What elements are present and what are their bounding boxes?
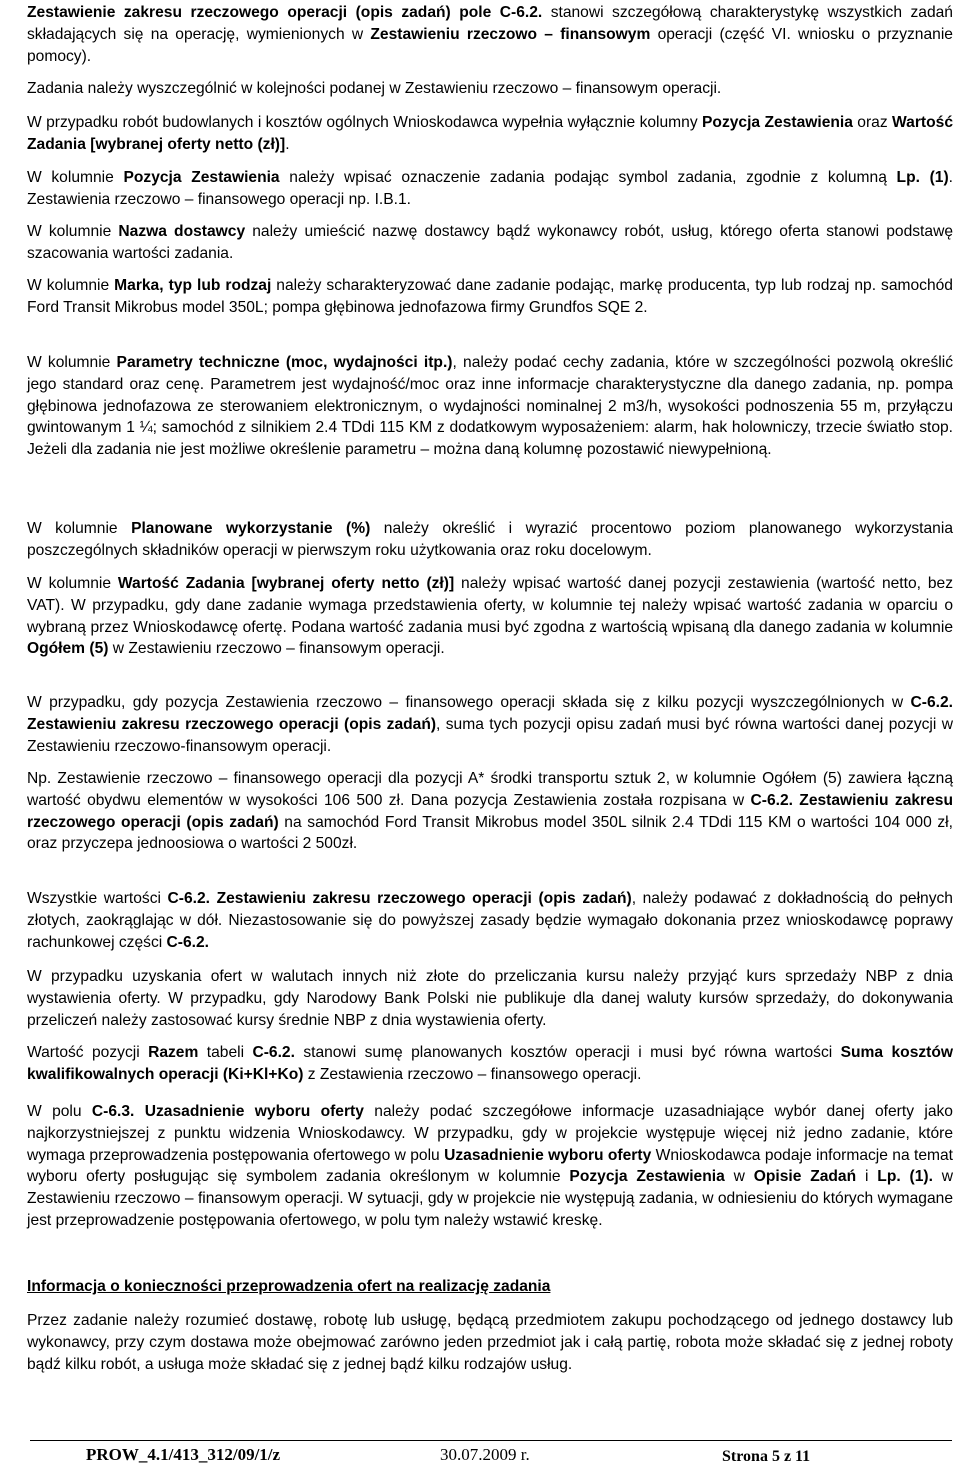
bold-text: Ogółem (5) [27, 640, 109, 658]
document-id: PROW_4.1/413_312/09/1/z [86, 1445, 281, 1464]
text: w Zestawieniu rzeczowo – finansowym operacji. [108, 640, 445, 658]
bold-text: Nazwa dostawcy [118, 223, 246, 240]
paragraph-intro [27, 2, 953, 67]
bold-text: Opisie Zadań [753, 1168, 857, 1186]
text: . Zestawienia rzeczowo – finansowego operacji np. I.B.1. [27, 169, 953, 208]
text: W kolumnie [27, 354, 117, 371]
text: i [856, 1168, 878, 1186]
page-number: Strona 5 z 11 [722, 1448, 811, 1465]
paragraph-value-column [27, 573, 953, 660]
paragraph-currency [27, 966, 953, 1031]
paragraph-rounding [27, 888, 953, 953]
bold-text: C-6.3. Uzasadnienie wyboru oferty [91, 1103, 364, 1120]
bold-text: Marka, typ lub rodzaj [114, 277, 272, 294]
bold-text: C-6.2. Zestawieniu zakresu rzeczowego operacji (opis zadań) [167, 890, 632, 907]
text: na samochód Ford Transit Mikrobus model 350L silnik 2.4 TDdi 115 KM o wartości 104 000 zł, oraz przyczepa jednoosiowa o wartości 2 500zł. [27, 813, 953, 853]
page-footer [30, 1440, 952, 1466]
paragraph-supplier-column [27, 221, 953, 265]
document-date: 30.07.2009 r. [440, 1445, 530, 1464]
bold-text: Zestawienie zakresu rzeczowego operacji (opis zadań) pole C-6.2. [27, 4, 543, 21]
text: stanowi sumę planowanych kosztów operacji i musi być równa wartości [294, 1044, 841, 1061]
paragraph-construction [27, 112, 953, 156]
paragraph-task-definition [27, 1310, 953, 1375]
text: w Zestawieniu rzeczowo – finansowym operacji. W sytuacji, gdy w projekcie nie występują zadania, w odniesieniu do których wymagane jest przeprowadzenie postępowania ofertowego, w polu tym należy wstawić kreskę. [27, 1168, 954, 1229]
text: stanowi szczegółową charakterystykę wszystkich zadań składających się na operację, wymienionych w [27, 4, 953, 43]
paragraph-brand-column [27, 275, 953, 319]
text: należy określić i wyrazić procentowo poziom planowanego wykorzystania poszczególnych składników operacji w pierwszym roku użytkowania oraz roku docelowym. [27, 520, 953, 559]
bold-text: Pozycja Zestawienia [123, 169, 280, 186]
bold-text: Parametry techniczne (moc, wydajności itp.) [116, 354, 453, 371]
paragraph-offer-justification [27, 1101, 953, 1232]
text: W przypadku, gdy pozycja Zestawienia rzeczowo – finansowego operacji składa się z kilku pozycji wyszczególnionych w [27, 694, 911, 711]
text: . [285, 135, 290, 153]
text: należy umieścić nazwę dostawcy bądź wykonawcy robót, usług, którego oferta stanowi podstawę szacowania wartości zadania. [27, 223, 954, 262]
text: należy scharakteryzować dane zadanie podając, markę producenta, typ lub rodzaj np. samochód Ford Transit Mikrobus model 350L; pompa głębinowa jednofazowa firmy Grundfos SQE 2. [27, 277, 953, 316]
text: oraz [852, 114, 893, 131]
text: z Zestawienia rzeczowo – finansowego operacji. [303, 1065, 642, 1083]
text: W kolumnie [27, 277, 115, 294]
bold-text: Wartość Zadania [wybranej oferty netto (zł)] [117, 575, 455, 592]
bold-text: C-6.2. Zestawieniu zakresu rzeczowego operacji (opis zadań) [27, 694, 953, 733]
text: W kolumnie [27, 575, 118, 592]
text: należy podać szczegółowe informacje uzasadniające wybór danej oferty jako najkorzystniejszej z punktu widzenia Wnioskodawcy. W przypadku, gdy w projekcie występuje więcej niż jedno zadanie, które wymaga przeprowadzenia postępowania ofertowego w polu [27, 1103, 953, 1164]
footer-divider [30, 1440, 952, 1441]
bold-text: Zestawieniu rzeczowo – finansowym [370, 25, 651, 43]
bold-text: C-6.2. [166, 933, 210, 951]
paragraph-order [27, 78, 953, 100]
bold-text: Wartość Zadania [wybranej oferty netto (zł)] [27, 114, 953, 153]
text: Wszystkie wartości [27, 890, 168, 907]
text: należy wpisać oznaczenie zadania podając symbol zadania, zgodnie z kolumną [279, 169, 897, 186]
paragraph-parameters-column [27, 352, 953, 461]
text: należy wpisać wartość danej pozycji zestawienia (wartość netto, bez VAT). W przypadku, gdy dane zadanie wymaga przedstawienia oferty, w kolumnie tej należy wpisać wartość zadania w oparciu o wybraną przez Wnioskodawcę ofertę. Podana wartość zadania musi być zgodna z wartością wpisaną dla danego zadania w kolumnie [27, 575, 953, 636]
text: W kolumnie [27, 223, 119, 240]
text: Wartość pozycji [27, 1044, 149, 1061]
text: , należy podawać z dokładnością do pełnych złotych, zaokrąglając w dół. Niezastosowanie się do powyższej zasady będzie wymagało dokonania przez wnioskodawcę poprawy rachunkowej części [27, 890, 953, 951]
text: operacji (część VI. wniosku o przyznanie pomocy). [27, 25, 953, 65]
text: W przypadku robót budowlanych i kosztów ogólnych Wnioskodawca wypełnia wyłącznie kolumny [27, 114, 703, 131]
bold-text: Pozycja Zestawienia [702, 114, 853, 131]
section-heading: Informacja o konieczności przeprowadzenia ofert na realizację zadania [27, 1278, 551, 1295]
text: Np. Zestawienie rzeczowo – finansowego operacji dla pozycji A* środki transportu sztuk 2, w kolumnie Ogółem (5) zawiera łączną wartość obydwu elementów w wysokości 106 500 zł. Dana pozycja Zestawienia została rozpisana w [27, 770, 953, 809]
text: W kolumnie [27, 169, 124, 186]
paragraph-example [27, 768, 953, 855]
text: Zadania należy wyszczególnić w kolejności podanej w Zestawieniu rzeczowo – finansowym operacji. [27, 80, 722, 97]
bold-text: Lp. (1). [877, 1168, 933, 1186]
text: W przypadku uzyskania ofert w walutach innych niż złote do przeliczania kursu należy przyjąć kurs sprzedaży NBP z dnia wystawienia oferty. W przypadku, gdy Narodowy Bank Polski nie publikuje dla danej waluty kursów sprzedaży, do dokonywania przeliczeń należy zastosować kursy średnie NBP z dnia wystawienia oferty. [27, 968, 953, 1029]
paragraph-position-column [27, 167, 953, 211]
text: W polu [27, 1103, 92, 1120]
bold-text: C-6.2. Zestawieniu zakresu rzeczowego operacji (opis zadań) [27, 791, 953, 831]
text: , należy podać cechy zadania, które w szczególności pozwolą określić jego standard oraz cenę. Parametrem jest wydajność/moc oraz inne informacje charakterystyczne dla danego zadania, np. pompa głębinowa jednofazowa ze sterowaniem elektronicznym, o wydajności nominalnej 2 m3/h, wysokości podnoszenia 55 m, przyłączu gwintowanym 1 ¼; samochód z silnikiem 2.4 TDdi 115 KM z dodatkowym wyposażeniem: alarm, hak holowniczy, trzecie światło stop. Jeżeli dla zadania nie jest możliwe określenie parametru – można daną kolumnę pozostawić niewypełnioną. [27, 354, 953, 459]
text: Wnioskodawca podaje informacje na temat wyboru oferty posługując się symbolem zadania określonym w kolumnie [27, 1146, 953, 1186]
bold-text: Razem [148, 1044, 199, 1061]
bold-text: Planowane wykorzystanie (%) [131, 520, 371, 537]
text: tabeli [198, 1044, 253, 1061]
paragraph-multiple-positions [27, 692, 953, 757]
bold-text: Uzasadnienie wyboru oferty [444, 1146, 652, 1164]
bold-text: Suma kosztów kwalifikowalnych operacji (Ki+Kl+Ko) [27, 1044, 954, 1083]
bold-text: Lp. (1) [896, 169, 949, 186]
text: w [724, 1168, 754, 1186]
bold-text: Pozycja Zestawienia [569, 1168, 725, 1186]
bold-text: C-6.2. [252, 1044, 295, 1061]
paragraph-usage-column [27, 518, 953, 562]
paragraph-total [27, 1042, 953, 1086]
text: Przez zadanie należy rozumieć dostawę, robotę lub usługę, będącą przedmiotem zakupu pochodzącego od jednego dostawcy lub wykonawcy, przy czym dostawa może obejmować zarówno jeden przedmiot jak i całą partię, robota może składać się z jednej roboty bądź kilku robót, a usługa może składać się z jednej bądź kilku rodzajów usług. [27, 1312, 953, 1373]
text: W kolumnie [27, 520, 132, 537]
text: , suma tych pozycji opisu zadań musi być równa wartości danej pozycji w Zestawieniu rzeczowo-finansowym operacji. [27, 715, 953, 755]
